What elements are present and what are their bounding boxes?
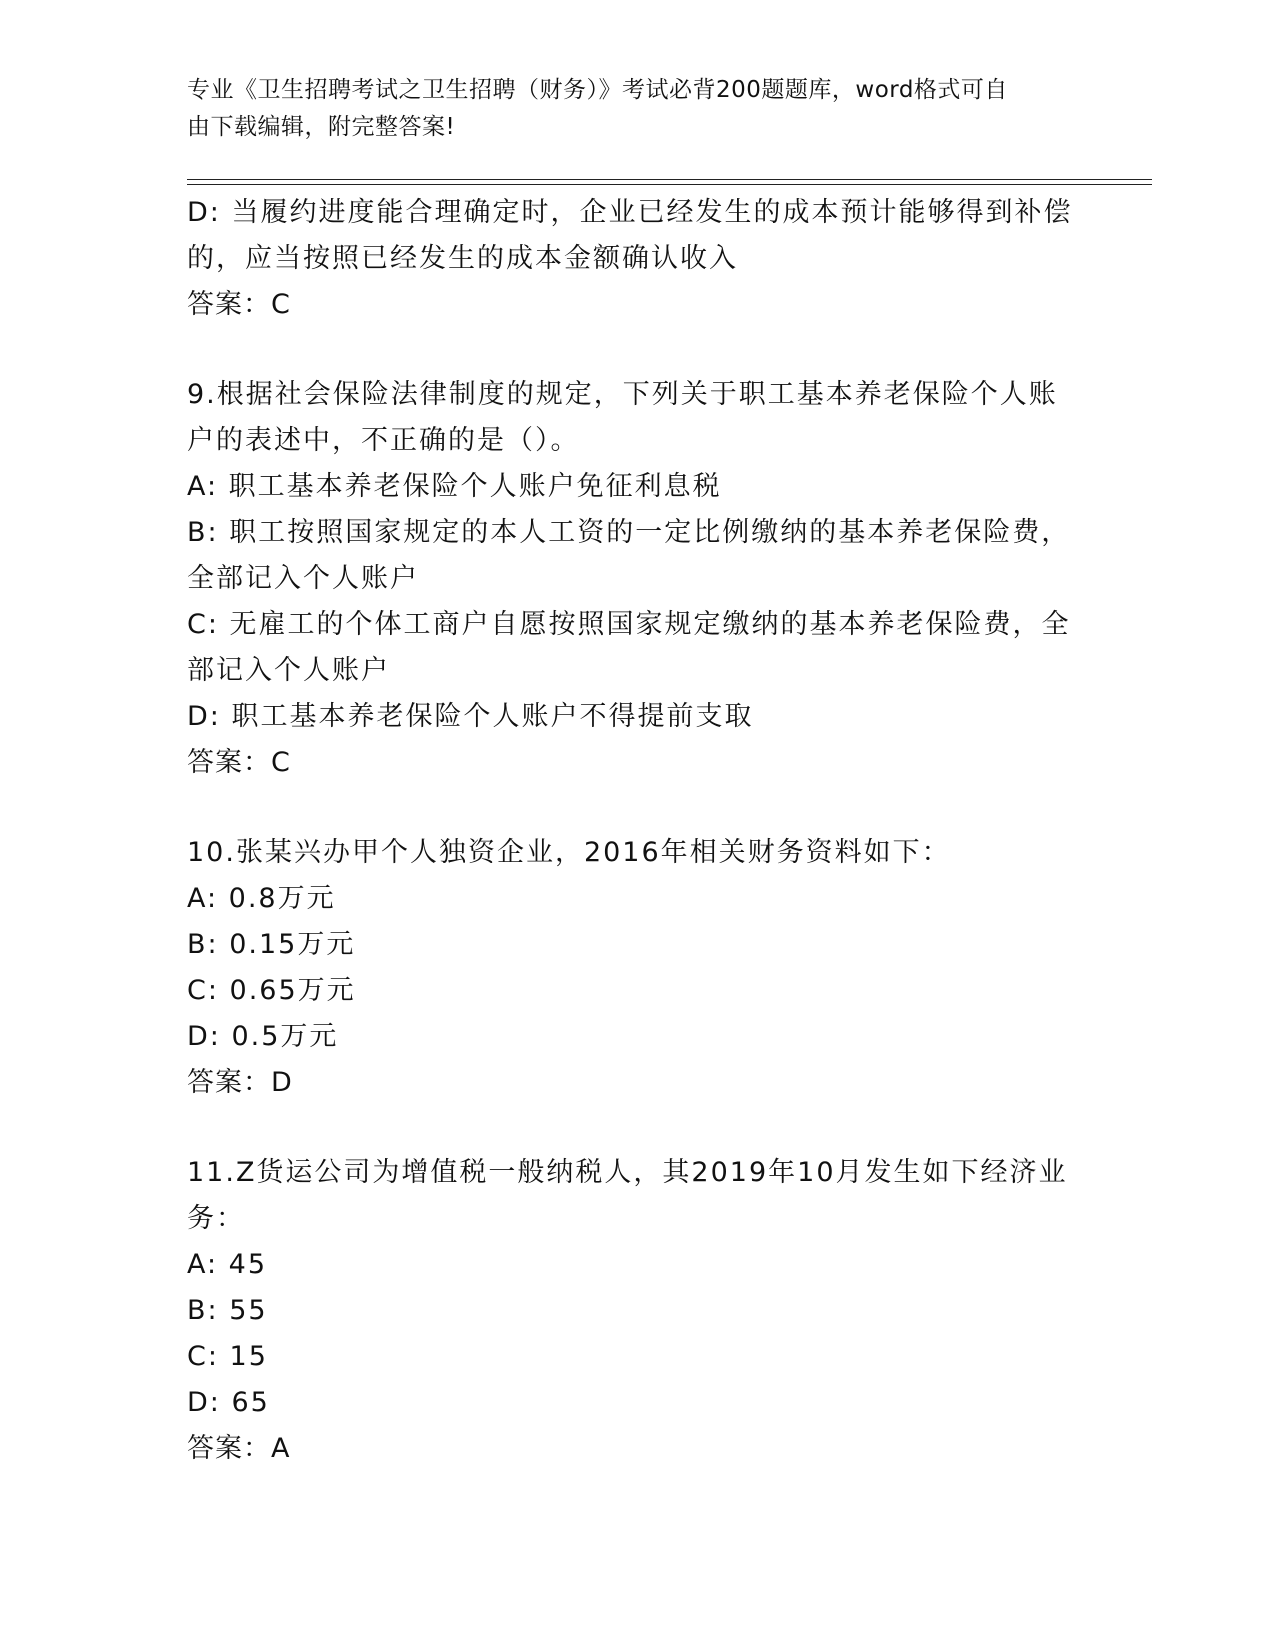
question-stem-continued: 务：: [187, 1203, 245, 1234]
answer-line: 答案：C: [187, 747, 291, 778]
option-b: B: 职工按照国家规定的本人工资的一定比例缴纳的基本养老保险费，: [187, 517, 1071, 548]
option-d: D: 0.5万元: [187, 1021, 339, 1052]
option-d-continued: 的，应当按照已经发生的成本金额确认收入: [187, 243, 738, 274]
answer-line: 答案：D: [187, 1067, 293, 1098]
option-c: C: 15: [187, 1341, 268, 1372]
option-d: D: 65: [187, 1387, 270, 1418]
question-stem-continued: 户的表述中，不正确的是（）。: [187, 425, 580, 456]
option-c: C: 0.65万元: [187, 975, 356, 1006]
option-b: B: 55: [187, 1295, 268, 1326]
question-stem: 11.Z货运公司为增值税一般纳税人，其2019年10月发生如下经济业: [187, 1157, 1068, 1188]
question-stem: 10.张某兴办甲个人独资企业，2016年相关财务资料如下：: [187, 837, 951, 868]
option-b: B: 0.15万元: [187, 929, 356, 960]
spacer: [187, 1106, 1087, 1150]
option-a: A: 45: [187, 1249, 268, 1280]
answer-line: 答案：A: [187, 1433, 291, 1464]
header-divider-bottom: [187, 184, 1152, 185]
header-divider-top: [187, 179, 1152, 180]
option-d: D: 职工基本养老保险个人账户不得提前支取: [187, 701, 754, 732]
option-b-continued: 全部记入个人账户: [187, 563, 419, 594]
question-content: [187, 190, 1087, 1472]
question-9: [187, 372, 1087, 786]
header-line-1: 专业《卫生招聘考试之卫生招聘（财务）》考试必背200题题库，word格式可自: [187, 77, 1008, 103]
question-11: [187, 1150, 1087, 1472]
option-c-continued: 部记入个人账户: [187, 655, 390, 686]
header-line-2: 由下载编辑，附完整答案!: [187, 114, 456, 140]
prev-question: [187, 190, 1087, 328]
spacer: [187, 786, 1087, 830]
option-d: D: 当履约进度能合理确定时，企业已经发生的成本预计能够得到补偿: [187, 197, 1073, 228]
question-10: [187, 830, 1087, 1106]
answer-line: 答案：C: [187, 289, 291, 320]
document-header: [187, 72, 1067, 146]
spacer: [187, 328, 1087, 372]
option-a: A: 0.8万元: [187, 883, 336, 914]
option-a: A: 职工基本养老保险个人账户免征利息税: [187, 471, 722, 502]
question-stem: 9.根据社会保险法律制度的规定，下列关于职工基本养老保险个人账: [187, 379, 1058, 410]
option-c: C: 无雇工的个体工商户自愿按照国家规定缴纳的基本养老保险费，全: [187, 609, 1071, 640]
